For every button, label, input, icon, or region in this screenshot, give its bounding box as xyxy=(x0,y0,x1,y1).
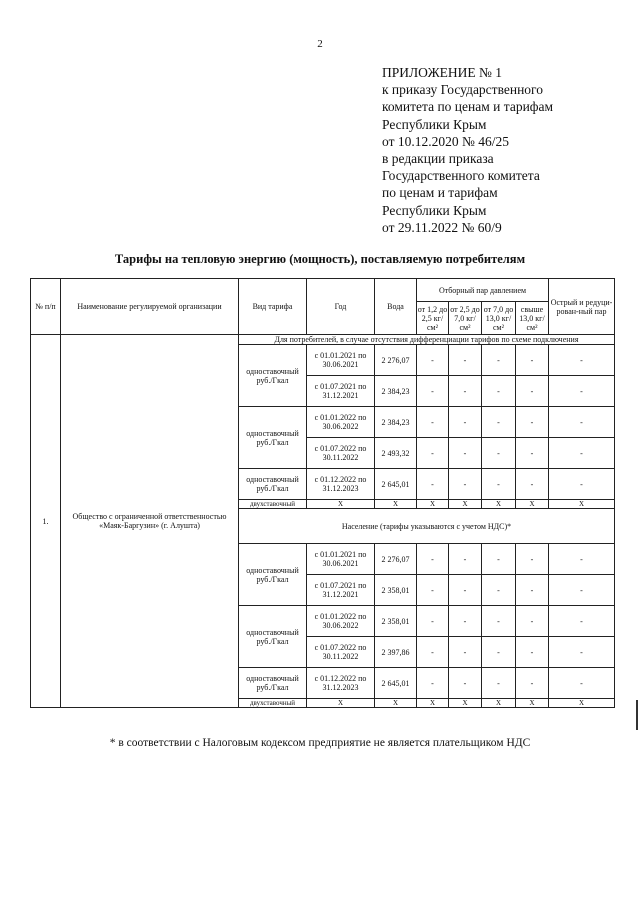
section-title: Население (тарифы указываются с учетом НДС)* xyxy=(239,509,615,544)
header-steam: Отборный пар давлением xyxy=(417,279,549,302)
cell: X xyxy=(449,699,482,708)
header-steam-sub: свыше 13,0 кг/см² xyxy=(516,302,549,335)
cell: - xyxy=(449,668,482,699)
cell: - xyxy=(482,606,516,637)
period: с 01.01.2022 по 30.06.2022 xyxy=(307,407,375,438)
appendix-line: от 10.12.2020 № 46/25 xyxy=(382,133,509,149)
cell: - xyxy=(482,376,516,407)
appendix-line: Государственного комитета xyxy=(382,168,540,184)
tariff-type: двухставочный xyxy=(239,500,307,509)
cell: X xyxy=(417,699,449,708)
cell: - xyxy=(482,438,516,469)
table-title: Тарифы на тепловую энергию (мощность), поставляемую потребителям xyxy=(114,252,526,266)
cell: - xyxy=(449,544,482,575)
cell: X xyxy=(482,500,516,509)
cell: - xyxy=(449,407,482,438)
period: с 01.07.2021 по 31.12.2021 xyxy=(307,575,375,606)
cell: - xyxy=(449,376,482,407)
cell: - xyxy=(516,345,549,376)
period: с 01.07.2022 по 30.11.2022 xyxy=(307,637,375,668)
tariff-type: двухставочный xyxy=(239,699,307,708)
cell: - xyxy=(449,345,482,376)
cell: - xyxy=(516,637,549,668)
cell: - xyxy=(449,438,482,469)
cell: - xyxy=(516,668,549,699)
cell: - xyxy=(417,637,449,668)
cell: X xyxy=(549,699,615,708)
header-acute-steam: Острый и редуци-рован-ный пар xyxy=(549,279,615,335)
cell: - xyxy=(417,438,449,469)
appendix-line: Республики Крым xyxy=(382,116,487,132)
cell: - xyxy=(449,637,482,668)
appendix-line: комитета по ценам и тарифам xyxy=(382,99,554,115)
water-value: 2 397,86 xyxy=(375,637,417,668)
water-value: 2 384,23 xyxy=(375,376,417,407)
header-water: Вода xyxy=(375,279,417,335)
water-value: 2 493,32 xyxy=(375,438,417,469)
appendix-line: в редакции приказа xyxy=(382,151,494,167)
section-title: Для потребителей, в случае отсутствия дифференциации тарифов по схеме подключения xyxy=(239,335,615,345)
cell: - xyxy=(516,407,549,438)
cell: - xyxy=(417,345,449,376)
cell: - xyxy=(449,469,482,500)
cell: X xyxy=(307,699,375,708)
cell: - xyxy=(482,345,516,376)
cell: X xyxy=(375,500,417,509)
cell: - xyxy=(549,668,615,699)
water-value: 2 358,01 xyxy=(375,575,417,606)
appendix-line: от 29.11.2022 № 60/9 xyxy=(382,219,502,235)
cell: X xyxy=(482,699,516,708)
cell: - xyxy=(417,575,449,606)
header-year: Год xyxy=(307,279,375,335)
tariff-type: одноставочный руб./Гкал xyxy=(239,345,307,407)
appendix-line: Республики Крым xyxy=(382,202,487,218)
cell: - xyxy=(549,438,615,469)
cell: - xyxy=(449,575,482,606)
cell: - xyxy=(482,575,516,606)
cell: - xyxy=(417,668,449,699)
org-name: Общество с ограниченной ответственностью «Маяк-Баргузин» (г. Алушта) xyxy=(61,335,239,708)
tariff-type: одноставочный руб./Гкал xyxy=(239,469,307,500)
water-value: 2 645,01 xyxy=(375,668,417,699)
cell: - xyxy=(549,606,615,637)
tariff-type: одноставочный руб./Гкал xyxy=(239,544,307,606)
cell: - xyxy=(482,469,516,500)
cell: - xyxy=(482,544,516,575)
header-org: Наименование регулируемой организации xyxy=(61,279,239,335)
appendix-line: к приказу Государственного xyxy=(382,82,544,98)
scan-margin-mark xyxy=(636,700,638,730)
cell: - xyxy=(516,376,549,407)
cell: X xyxy=(375,699,417,708)
cell: - xyxy=(549,544,615,575)
cell: - xyxy=(549,637,615,668)
period: с 01.01.2021 по 30.06.2021 xyxy=(307,544,375,575)
cell: X xyxy=(417,500,449,509)
cell: - xyxy=(482,637,516,668)
cell: - xyxy=(549,376,615,407)
header-steam-sub: от 1,2 до 2,5 кг/см² xyxy=(417,302,449,335)
tariff-type: одноставочный руб./Гкал xyxy=(239,668,307,699)
cell: - xyxy=(549,345,615,376)
cell: - xyxy=(417,606,449,637)
tariff-type: одноставочный руб./Гкал xyxy=(239,407,307,469)
cell: - xyxy=(516,438,549,469)
appendix-line: по ценам и тарифам xyxy=(382,185,498,201)
period: с 01.12.2022 по 31.12.2023 xyxy=(307,469,375,500)
appendix-line: ПРИЛОЖЕНИЕ № 1 xyxy=(382,65,503,80)
tariff-type: одноставочный руб./Гкал xyxy=(239,606,307,668)
cell: X xyxy=(449,500,482,509)
period: с 01.01.2021 по 30.06.2021 xyxy=(307,345,375,376)
cell: - xyxy=(516,544,549,575)
cell: - xyxy=(417,469,449,500)
cell: - xyxy=(549,575,615,606)
cell: - xyxy=(549,407,615,438)
header-steam-sub: от 2,5 до 7,0 кг/см² xyxy=(449,302,482,335)
period: с 01.07.2022 по 30.11.2022 xyxy=(307,438,375,469)
period: с 01.01.2022 по 30.06.2022 xyxy=(307,606,375,637)
water-value: 2 276,07 xyxy=(375,345,417,376)
cell: - xyxy=(516,575,549,606)
period: с 01.12.2022 по 31.12.2023 xyxy=(307,668,375,699)
water-value: 2 276,07 xyxy=(375,544,417,575)
tariff-table xyxy=(30,278,615,708)
header-tariff-type: Вид тарифа xyxy=(239,279,307,335)
appendix-header xyxy=(382,64,632,236)
cell: - xyxy=(516,606,549,637)
cell: - xyxy=(449,606,482,637)
cell: - xyxy=(417,407,449,438)
cell: - xyxy=(482,407,516,438)
cell: X xyxy=(549,500,615,509)
cell: - xyxy=(417,544,449,575)
cell: X xyxy=(307,500,375,509)
header-steam-sub: от 7,0 до 13,0 кг/см² xyxy=(482,302,516,335)
period: с 01.07.2021 по 31.12.2021 xyxy=(307,376,375,407)
cell: - xyxy=(516,469,549,500)
footnote: * в соответствии с Налоговым кодексом предприятие не является плательщиком НДС xyxy=(109,737,531,749)
cell: - xyxy=(417,376,449,407)
water-value: 2 384,23 xyxy=(375,407,417,438)
header-num: № п/п xyxy=(31,279,61,335)
page-number: 2 xyxy=(317,38,323,50)
cell: - xyxy=(549,469,615,500)
water-value: 2 645,01 xyxy=(375,469,417,500)
cell: X xyxy=(516,699,549,708)
cell: X xyxy=(516,500,549,509)
org-number: 1. xyxy=(31,335,61,708)
water-value: 2 358,01 xyxy=(375,606,417,637)
cell: - xyxy=(482,668,516,699)
